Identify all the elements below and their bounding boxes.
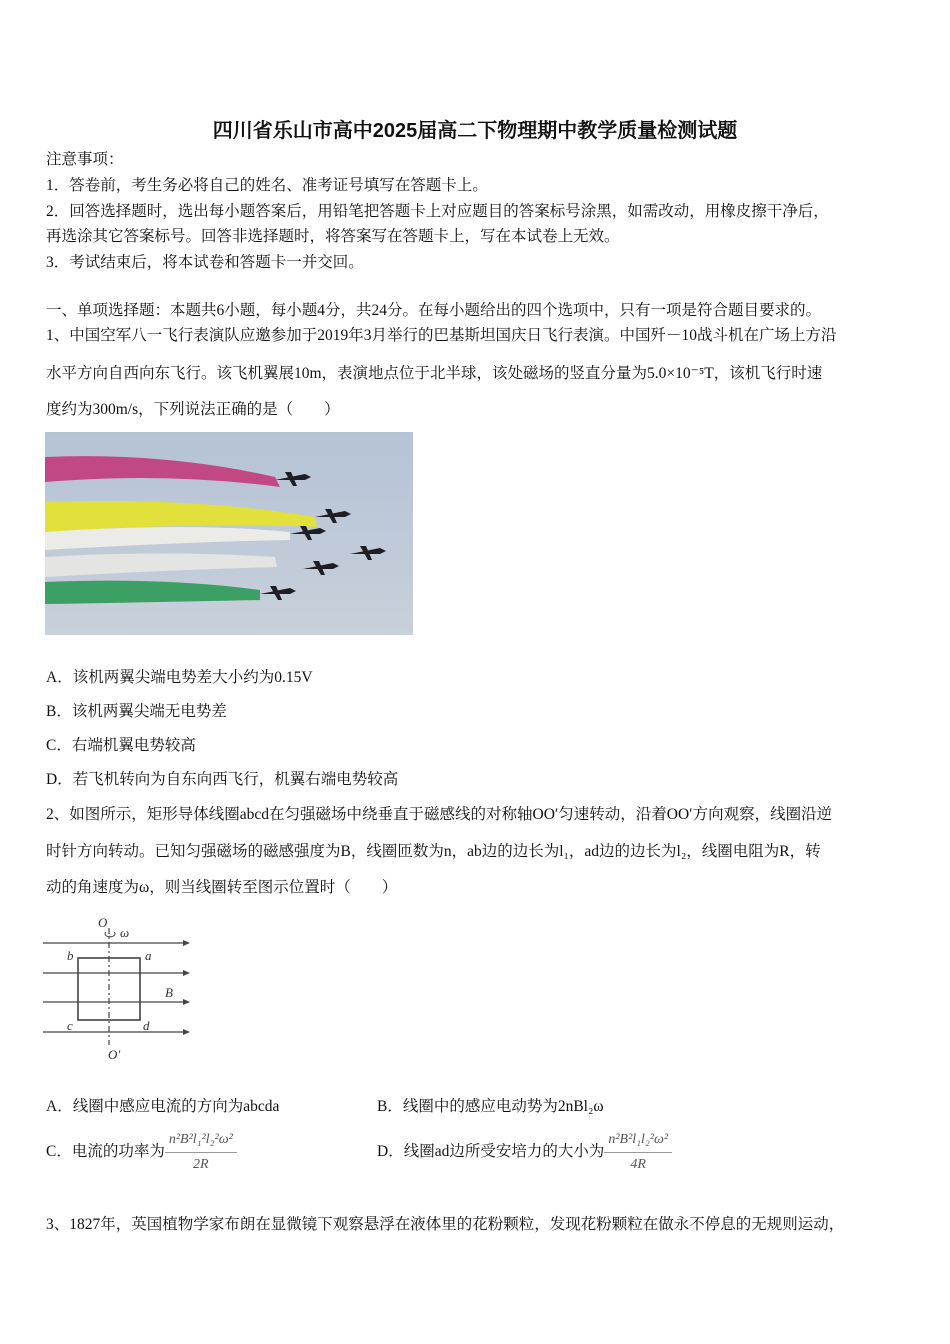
fraction [604,1130,672,1175]
option-a: A．线圈中感应电流的方向为abcda [46,1098,280,1115]
page-title: 四川省乐山市高中2025届高二下物理期中教学质量检测试题 [212,120,738,142]
option-c-label: C．电流的功率为 [46,1143,165,1161]
denominator: 4R [630,1157,646,1172]
question-2-text: 动的角速度为ω，则当线圈转至图示位置时（ ） [46,879,398,896]
option-b: B．该机两翼尖端无电势差 [46,703,227,720]
option-a: A．该机两翼尖端电势差大小约为0.15V [46,669,313,686]
numerator: n²B²l₁²l₂²ω² [165,1130,237,1153]
notice-item: 再选涂其它答案标号。回答非选择题时，将答案写在答题卡上，写在本试卷上无效。 [46,228,620,245]
question-3-text: 3、1827年，英国植物学家布朗在显微镜下观察悬浮在液体里的花粉颗粒，发现花粉颗粒在做永不停息的无规则运动， [46,1216,845,1233]
numerator: n²B²l₁l₂²ω² [604,1130,672,1153]
question-1-text: 1、中国空军八一飞行表演队应邀参加于2019年3月举行的巴基斯坦国庆日飞行表演。中国歼－10战斗机在广场上方沿 [46,327,837,344]
label-d: d [143,1018,150,1033]
notice-item: 1．答卷前，考生务必将自己的姓名、准考证号填写在答题卡上。 [46,177,488,194]
option-d [377,1130,672,1175]
notice-item: 3．考试结束后，将本试卷和答题卡一并交回。 [46,254,364,271]
fraction [165,1130,237,1175]
label-a: a [145,948,152,963]
option-c: C．右端机翼电势较高 [46,737,196,754]
section-heading: 一、单项选择题：本题共6小题，每小题4分，共24分。在每小题给出的四个选项中，只有一项是符合题目要求的。 [46,302,822,319]
coil-diagram [38,910,193,1065]
option-b: B．线圈中的感应电动势为2nBl₂ω [377,1098,604,1115]
label-O: O [98,915,108,930]
question-2-text: 时针方向转动。已知匀强磁场的磁感强度为B，线圈匝数为n，ab边的边长为l₁，ad边的边长为l₂，线圈电阻为R，转 [46,843,821,860]
label-c: c [67,1018,73,1033]
question-1-text: 水平方向自西向东飞行。该飞机翼展10m，表演地点位于北半球，该处磁场的竖直分量为5.0×10⁻⁵T，该机飞行时速 [46,365,823,382]
question-1-text: 度约为300m/s，下列说法正确的是（ ） [46,401,340,418]
question-2-text: 2、如图所示，矩形导体线圈abcd在匀强磁场中绕垂直于磁感线的对称轴OO′匀速转动，沿着OO′方向观察，线圈沿逆 [46,806,833,823]
label-B: B [165,985,173,1000]
option-c [46,1130,237,1175]
label-O-prime: O′ [108,1047,121,1062]
notice-heading: 注意事项： [46,151,124,168]
jet-formation-photo [45,432,413,635]
label-omega: ω [120,925,130,940]
denominator: 2R [193,1157,209,1172]
option-d: D．若飞机转向为自东向西飞行，机翼右端电势较高 [46,771,399,788]
label-b: b [67,948,74,963]
option-d-label: D．线圈ad边所受安培力的大小为 [377,1143,605,1161]
notice-item: 2．回答选择题时，选出每小题答案后，用铅笔把答题卡上对应题目的答案标号涂黑，如需改动，用橡皮擦干净后， [46,203,829,220]
